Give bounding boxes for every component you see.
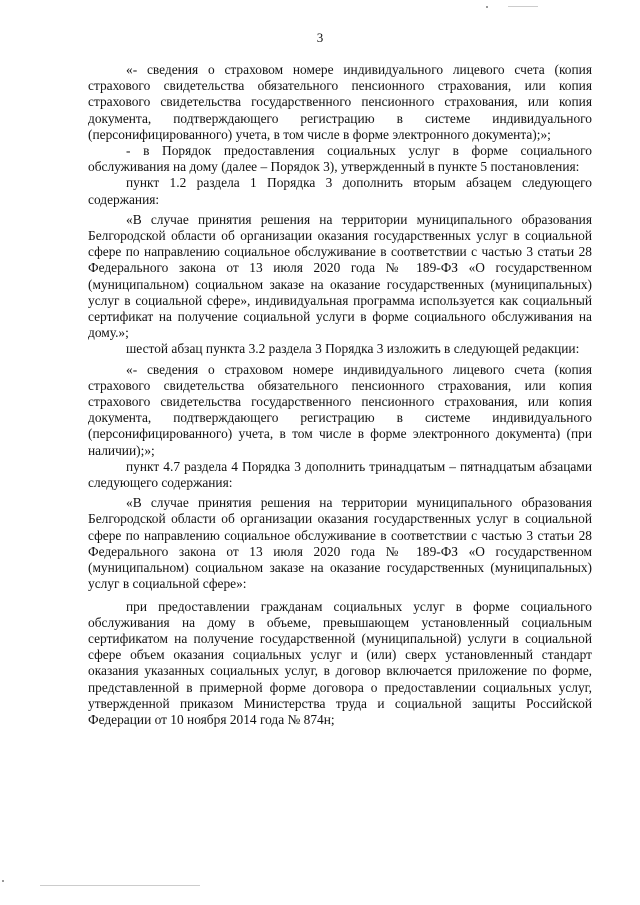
paragraph-4: «В случае принятия решения на территории муниципального образования Белгородской области об организации оказания государственных услуг в социальной сфере по направлению социальное обслуживание в соответствии с частью 3 статьи 28 Федерального закона от 13 июля 2020 года № 189-ФЗ «О государственном (муниципальном) социальном заказе на оказание государственных (муниципальных) услуг в социальной сфере», индивидуальная программа используется как социальный сертификат на получение социальной услуги в форме социального обслуживания на дому.»; <box>88 211 592 341</box>
paragraph-1: «- сведения о страховом номере индивидуального лицевого счета (копия страхового свидетельства обязательного пенсионного страхования, или копия страхового свидетельства государственного пенсионного страхования, или копия документа, подтверждающего регистрацию в системе индивидуального (персонифицированного) учета, в том числе в форме электронного документа);»; <box>88 62 592 142</box>
page-number: 3 <box>316 30 324 45</box>
document-body <box>88 62 592 728</box>
scan-mark <box>40 885 200 886</box>
paragraph-8: «В случае принятия решения на территории муниципального образования Белгородской области об организации оказания государственных услуг в социальной сфере по направлению социальное обслуживание в соответствии с частью 3 статьи 28 Федерального закона от 13 июля 2020 года № 189-ФЗ «О государственном (муниципальном) социальном заказе на оказание государственных (муниципальных) услуг в социальной сфере»: <box>88 495 592 592</box>
scan-mark <box>508 6 538 7</box>
paragraph-7: пункт 4.7 раздела 4 Порядка 3 дополнить тринадцатым – пятнадцатым абзацами следующего содержания: <box>88 458 592 491</box>
paragraph-3: пункт 1.2 раздела 1 Порядка 3 дополнить вторым абзацем следующего содержания: <box>88 175 592 207</box>
paragraph-6: «- сведения о страховом номере индивидуального лицевого счета (копия страхового свидетельства обязательного пенсионного страхования, или копия страхового свидетельства государственного пенсионного страхования, или копия документа, подтверждающего регистрацию в системе индивидуального (персонифицированного) учета, в том числе в форме электронного документа) (при наличии);»; <box>88 361 592 458</box>
paragraph-2: - в Порядок предоставления социальных услуг в форме социального обслуживания на дому (далее – Порядок 3), утвержденный в пункте 5 постановления: <box>88 143 592 175</box>
scan-mark <box>2 880 4 882</box>
paragraph-5: шестой абзац пункта 3.2 раздела 3 Порядка 3 изложить в следующей редакции: <box>126 341 580 357</box>
scan-mark <box>486 6 488 8</box>
paragraph-9: при предоставлении гражданам социальных услуг в форме социального обслуживания на дому в объеме, превышающем установленный социальным сертификатом на получение государственной (муниципальной) услуги в социальной сфере объем оказания социальных услуг и (или) сверх установленный стандарт оказания указанных социальных услуг, в договор включается приложение по форме, представленной в примерной форме договора о предоставлении социальных услуг, утвержденной приказом Министерства труда и социальной защиты Российской Федерации от 10 ноября 2014 года № 874н; <box>88 598 592 727</box>
